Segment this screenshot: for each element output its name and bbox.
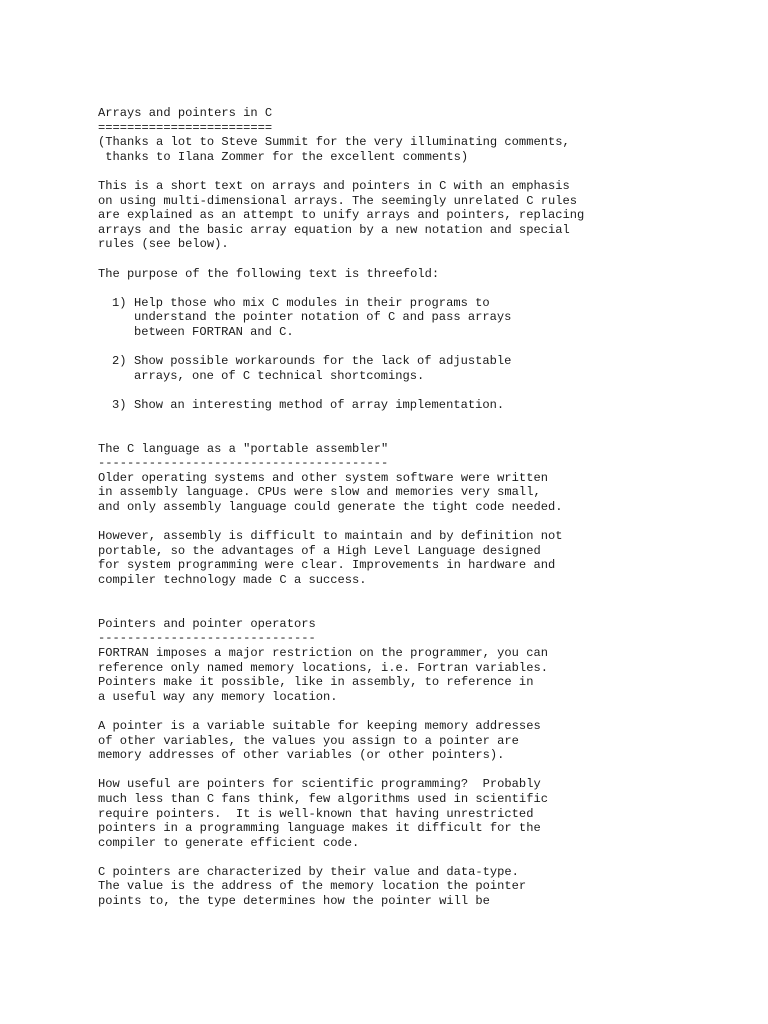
paragraph-line: compiler technology made C a success. <box>98 573 367 587</box>
paragraph-line: much less than C fans think, few algorithms used in scientific <box>98 791 548 806</box>
list-number: 2) <box>112 354 127 369</box>
paragraph-line: Pointers make it possible, like in assembly, to reference in <box>98 675 534 690</box>
thanks-line: thanks to Ilana Zommer for the excellent comments) <box>98 149 469 164</box>
list-item <box>112 398 738 413</box>
list-item-text: between FORTRAN and C. <box>134 324 294 339</box>
paragraph-line: FORTRAN imposes a major restriction on the programmer, you can <box>98 645 548 660</box>
list-item-text: Show possible workarounds for the lack of adjustable <box>134 354 512 369</box>
intro-line: are explained as an attempt to unify arrays and pointers, replacing <box>98 208 585 223</box>
title-underline: ---------------------------------------- <box>98 456 389 471</box>
list-item-text: arrays, one of C technical shortcomings. <box>134 368 425 383</box>
list-number: 1) <box>112 295 127 310</box>
list-item-text: understand the pointer notation of C and pass arrays <box>134 310 512 325</box>
list-number: 3) <box>112 397 127 412</box>
paragraph-line: memory addresses of other variables (or other pointers). <box>98 748 505 763</box>
title-underline: ------------------------------ <box>98 631 316 646</box>
section-title: Pointers and pointer operators <box>98 616 316 631</box>
section-title: The C language as a "portable assembler" <box>98 441 389 456</box>
list-item-text: Help those who mix C modules in their programs to <box>134 295 490 310</box>
list-item <box>112 296 738 340</box>
paragraph-line: A pointer is a variable suitable for keeping memory addresses <box>98 718 541 733</box>
paragraph-line: C pointers are characterized by their value and data-type. <box>98 864 519 879</box>
purpose-line: The purpose of the following text is threefold: <box>98 266 440 281</box>
paragraph-line: a useful way any memory location. <box>98 689 338 704</box>
intro-line: arrays and the basic array equation by a new notation and special <box>98 222 570 237</box>
paragraph-line: require pointers. It is well-known that having unrestricted <box>98 806 534 821</box>
paragraph-line: reference only named memory locations, i.e. Fortran variables. <box>98 660 548 675</box>
list-item-text: Show an interesting method of array implementation. <box>134 397 505 412</box>
paragraph-line: points to, the type determines how the pointer will be <box>98 894 490 909</box>
paragraph-line: of other variables, the values you assign to a pointer are <box>98 733 519 748</box>
thanks-line: (Thanks a lot to Steve Summit for the very illuminating comments, <box>98 135 570 150</box>
document-page <box>98 106 738 909</box>
paragraph-line: portable, so the advantages of a High Level Language designed <box>98 543 541 558</box>
intro-line: on using multi-dimensional arrays. The seemingly unrelated C rules <box>98 193 577 208</box>
paragraph-line: The value is the address of the memory location the pointer <box>98 879 527 894</box>
intro-line: rules (see below). <box>98 237 229 252</box>
paragraph-line: How useful are pointers for scientific programming? Probably <box>98 777 541 792</box>
paragraph-line: However, assembly is difficult to maintain and by definition not <box>98 529 563 544</box>
list-item <box>112 354 738 383</box>
intro-line: This is a short text on arrays and pointers in C with an emphasis <box>98 178 570 193</box>
section-title: Arrays and pointers in C <box>98 106 273 120</box>
title-underline: ======================== <box>98 120 273 135</box>
paragraph-line: compiler to generate efficient code. <box>98 835 360 850</box>
paragraph-line: for system programming were clear. Improvements in hardware and <box>98 558 556 573</box>
paragraph-line: and only assembly language could generate the tight code needed. <box>98 500 563 515</box>
paragraph-line: pointers in a programming language makes it difficult for the <box>98 821 541 836</box>
paragraph-line: in assembly language. CPUs were slow and memories very small, <box>98 485 541 500</box>
paragraph-line: Older operating systems and other system software were written <box>98 470 548 485</box>
